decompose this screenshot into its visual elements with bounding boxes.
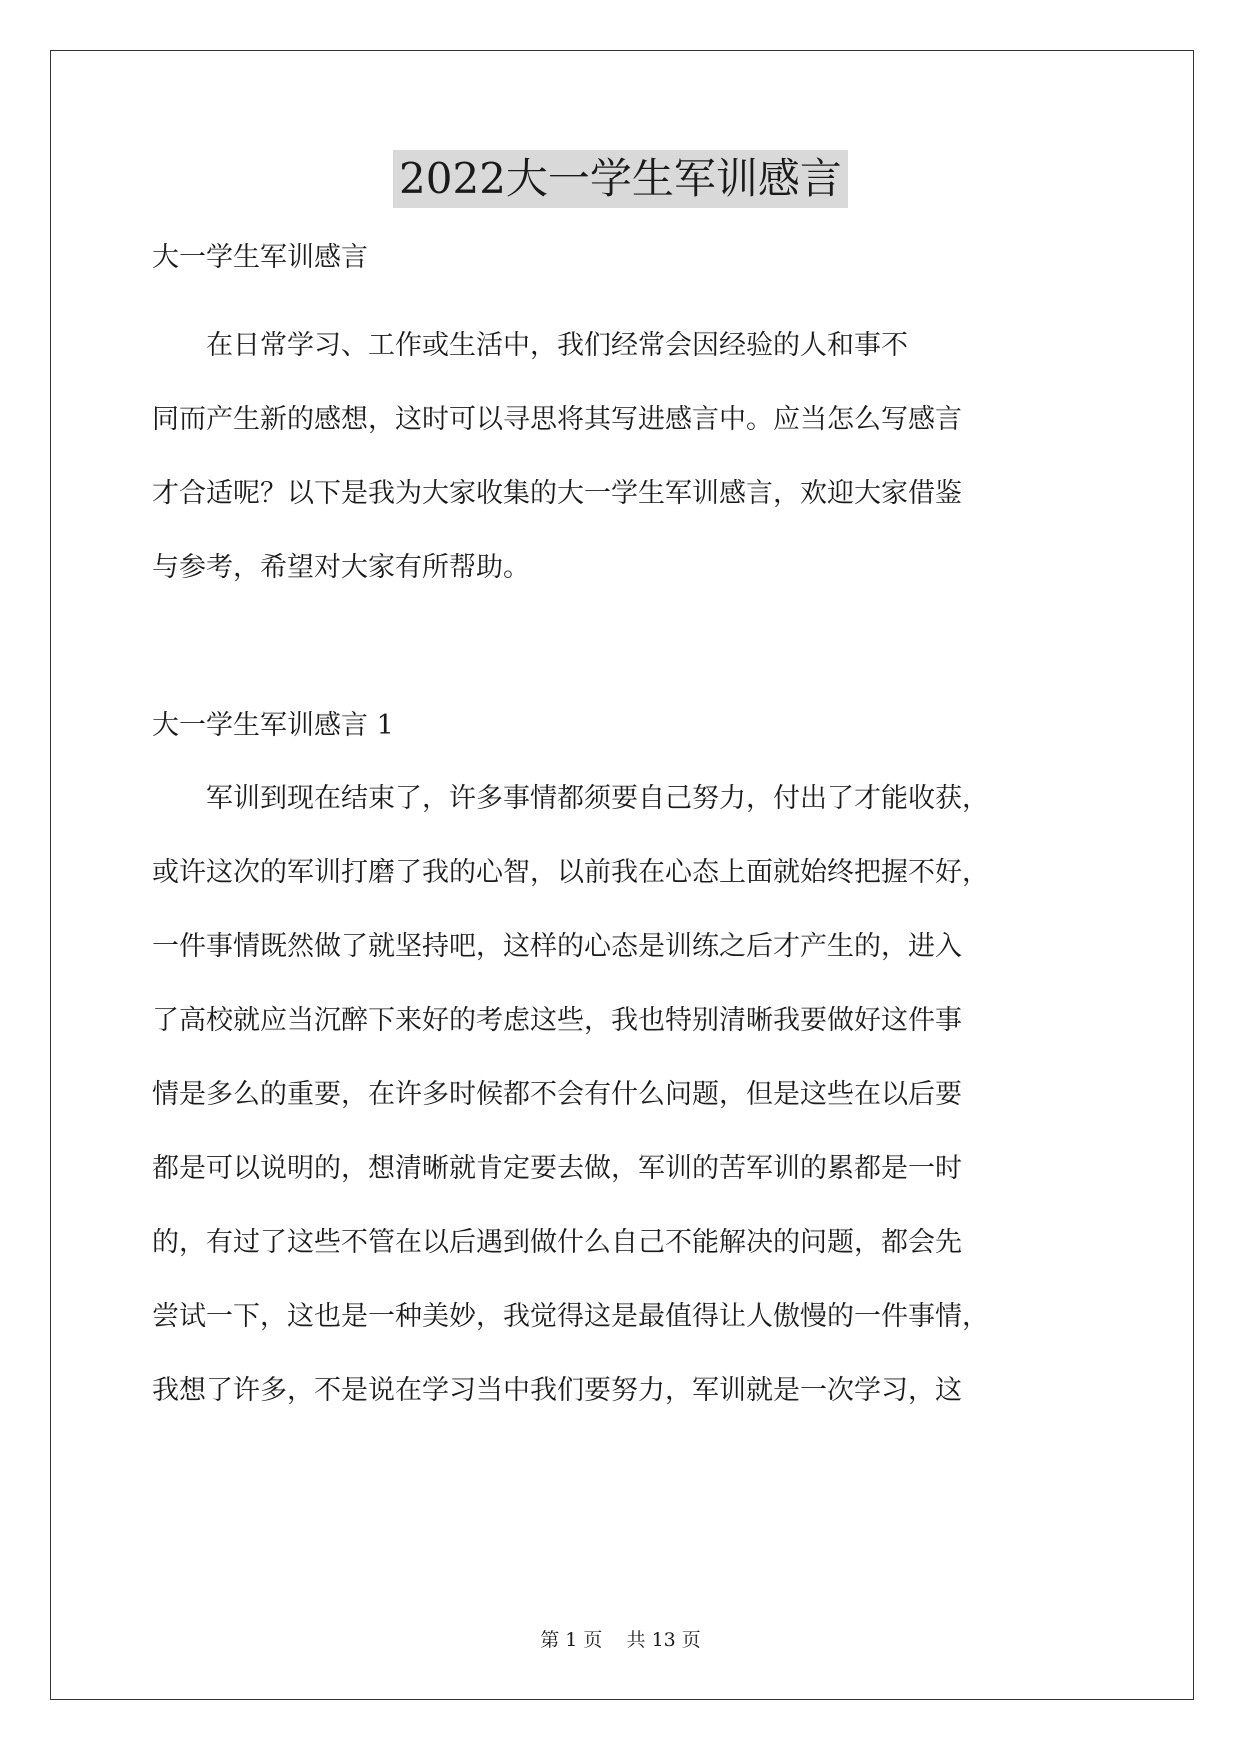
section-line: 一件事情既然做了就坚持吧，这样的心态是训练之后才产生的，进入 (152, 931, 962, 962)
page-number: 第 1 页 (540, 1629, 603, 1651)
intro-line: 才合适呢？以下是我为大家收集的大一学生军训感言，欢迎大家借鉴 (152, 478, 962, 509)
intro-line: 同而产生新的感想，这时可以寻思将其写进感言中。应当怎么写感言 (152, 404, 962, 435)
section-line: 军训到现在结束了，许多事情都须要自己努力，付出了才能收获， (152, 783, 989, 814)
section-line: 尝试一下，这也是一种美妙，我觉得这是最值得让人傲慢的一件事情， (152, 1301, 989, 1332)
section-line: 都是可以说明的，想清晰就肯定要去做，军训的苦军训的累都是一时 (152, 1153, 962, 1184)
page-footer (0, 1628, 1241, 1652)
section-line: 情是多么的重要，在许多时候都不会有什么问题，但是这些在以后要 (152, 1079, 962, 1110)
section-heading: 大一学生军训感言 1 (152, 710, 394, 741)
section-line: 或许这次的军训打磨了我的心智，以前我在心态上面就始终把握不好， (152, 857, 989, 888)
page-total: 共 13 页 (626, 1629, 701, 1651)
intro-line: 在日常学习、工作或生活中，我们经常会因经验的人和事不 (152, 330, 908, 361)
document-subtitle: 大一学生军训感言 (152, 242, 368, 273)
intro-line: 与参考，希望对大家有所帮助。 (152, 552, 530, 583)
section-line: 我想了许多，不是说在学习当中我们要努力，军训就是一次学习，这 (152, 1375, 962, 1406)
document-title: 2022大一学生军训感言 (0, 150, 1241, 208)
section-line: 的，有过了这些不管在以后遇到做什么自己不能解决的问题，都会先 (152, 1227, 962, 1258)
section-line: 了高校就应当沉醉下来好的考虑这些，我也特别清晰我要做好这件事 (152, 1005, 962, 1036)
